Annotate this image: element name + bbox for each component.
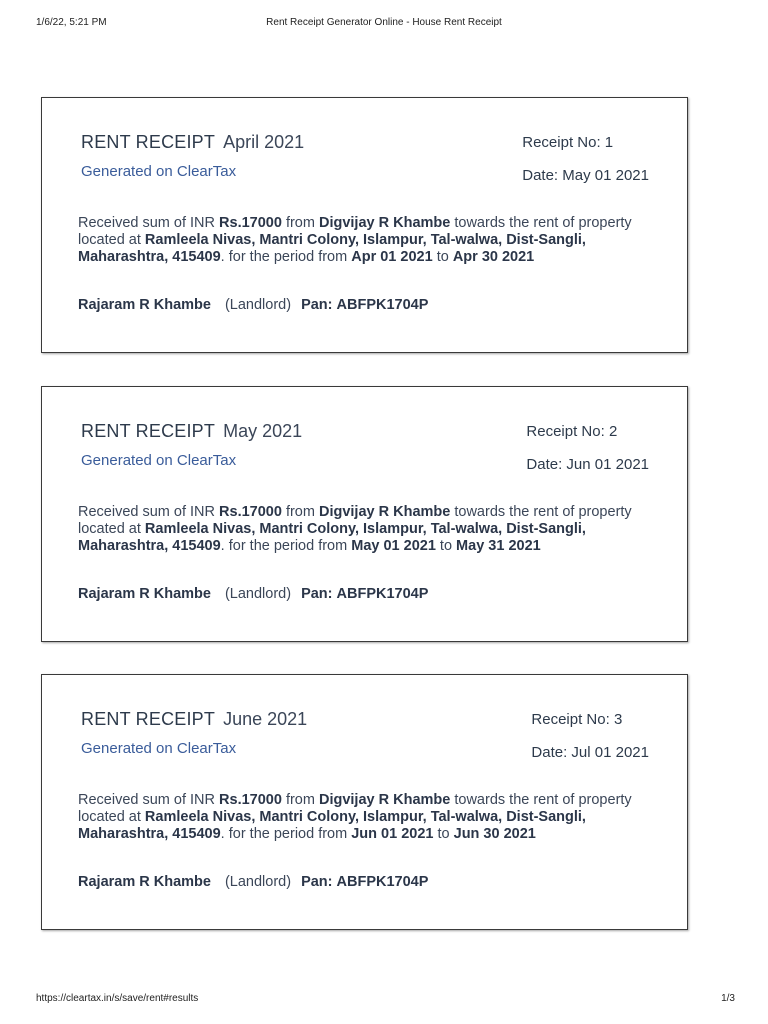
landlord-name: Rajaram R Khambe [78, 297, 211, 313]
landlord-role: (Landlord) [224, 586, 292, 602]
period-text: . for the period from [220, 249, 348, 265]
rent-receipt-card [41, 97, 688, 353]
receipt-heading [81, 132, 304, 153]
period-start: Jun 01 2021 [351, 826, 434, 842]
landlord-name: Rajaram R Khambe [78, 586, 211, 602]
amount: Rs.17000 [219, 504, 282, 520]
towards-text: towards the rent of property located at [78, 504, 632, 537]
period-end: May 31 2021 [456, 538, 541, 554]
receipt-heading [81, 421, 302, 442]
receipt-month: May 2021 [223, 421, 303, 441]
landlord-name: Rajaram R Khambe [78, 874, 211, 890]
period-end: Jun 30 2021 [453, 826, 536, 842]
property-address: Ramleela Nivas, Mantri Colony, Islampur, Tal-walwa, Dist-Sangli, Maharashtra, 415409 [78, 521, 586, 554]
print-footer [0, 993, 768, 1007]
receipt-title: RENT RECEIPT [81, 421, 216, 441]
tenant-name: Digvijay R Khambe [318, 215, 451, 231]
to-text: to [436, 249, 449, 265]
period-end: Apr 30 2021 [452, 249, 535, 265]
period-text: . for the period from [220, 538, 348, 554]
receipt-body [78, 215, 653, 266]
period-start: Apr 01 2021 [351, 249, 433, 265]
landlord-role: (Landlord) [224, 874, 292, 890]
print-header [0, 17, 768, 31]
receipt-date: Date: Jun 01 2021 [526, 456, 649, 473]
receipt-number: Receipt No: 1 [522, 134, 614, 151]
pan-number: ABFPK1704P [336, 297, 429, 313]
property-address: Ramleela Nivas, Mantri Colony, Islampur, Tal-walwa, Dist-Sangli, Maharashtra, 415409 [78, 809, 586, 842]
generated-on-label: Generated on ClearTax [81, 740, 237, 757]
pan-label: Pan: [301, 874, 333, 890]
from-text: from [285, 792, 315, 808]
pan-label: Pan: [301, 586, 333, 602]
towards-text: towards the rent of property located at [78, 792, 632, 825]
page-number: 1/3 [721, 993, 735, 1004]
receipt-heading [81, 709, 307, 730]
receipt-number: Receipt No: 3 [531, 711, 623, 728]
pan-label: Pan: [301, 297, 333, 313]
towards-text: towards the rent of property located at [78, 215, 632, 248]
from-text: from [285, 504, 315, 520]
pan-number: ABFPK1704P [336, 586, 429, 602]
period-text: . for the period from [220, 826, 348, 842]
receipt-body [78, 792, 653, 843]
from-text: from [285, 215, 315, 231]
receipt-meta [526, 423, 649, 489]
receipt-footer [78, 874, 428, 890]
tenant-name: Digvijay R Khambe [318, 792, 451, 808]
receipt-footer [78, 297, 428, 313]
tenant-name: Digvijay R Khambe [318, 504, 451, 520]
print-url: https://cleartax.in/s/save/rent#results [36, 993, 199, 1004]
received-text: Received sum of INR [78, 215, 215, 231]
receipt-title: RENT RECEIPT [81, 132, 216, 152]
amount: Rs.17000 [219, 792, 282, 808]
generated-on-label: Generated on ClearTax [81, 163, 237, 180]
received-text: Received sum of INR [78, 504, 215, 520]
receipt-title: RENT RECEIPT [81, 709, 216, 729]
receipt-number: Receipt No: 2 [526, 423, 618, 440]
property-address: Ramleela Nivas, Mantri Colony, Islampur, Tal-walwa, Dist-Sangli, Maharashtra, 415409 [78, 232, 586, 265]
period-start: May 01 2021 [351, 538, 436, 554]
receipt-date: Date: May 01 2021 [522, 167, 649, 184]
receipt-meta [522, 134, 649, 200]
rent-receipt-card [41, 674, 688, 930]
print-doc-title: Rent Receipt Generator Online - House Rent Receipt [266, 17, 502, 28]
generated-on-label: Generated on ClearTax [81, 452, 237, 469]
received-text: Received sum of INR [78, 792, 215, 808]
amount: Rs.17000 [219, 215, 282, 231]
print-datetime: 1/6/22, 5:21 PM [36, 17, 107, 28]
receipt-date: Date: Jul 01 2021 [531, 744, 649, 761]
receipt-meta [531, 711, 649, 777]
to-text: to [439, 538, 453, 554]
receipt-body [78, 504, 653, 555]
receipt-month: June 2021 [223, 709, 308, 729]
landlord-role: (Landlord) [224, 297, 292, 313]
receipt-footer [78, 586, 428, 602]
rent-receipt-card [41, 386, 688, 642]
receipt-month: April 2021 [223, 132, 305, 152]
to-text: to [437, 826, 450, 842]
pan-number: ABFPK1704P [336, 874, 429, 890]
